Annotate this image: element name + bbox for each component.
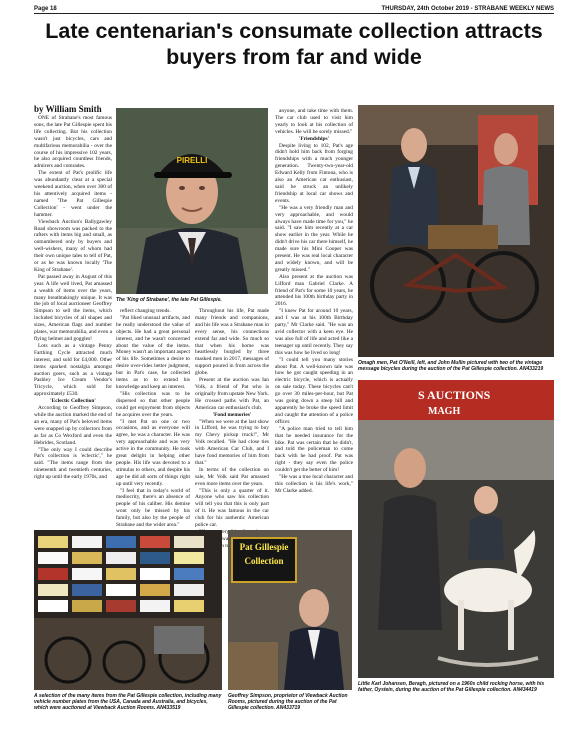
issue-line: THURSDAY, 24th October 2019 - STRABANE WEEKLY NEWS: [381, 6, 554, 12]
collection-sign-line2: Collection: [244, 556, 284, 566]
article-column-2: [116, 308, 190, 529]
byline: by William Smith: [34, 104, 102, 114]
paragraph: Pat passed away in August of this year. A life well lived, Pat amassed a wealth of items over the years, many breathtakingly unique. It was the job of local auctioneer Geoffrey Simpson to sell the items, which included bicycles of all shapes and sizes, American flags and number plates, war memorabilia, and even a flying helmet and goggles!: [34, 273, 112, 342]
paragraph: According to Geoffrey Simpson, while the auction marked the end of an era, many of Pat's beloved items were snapped up by collectors from as far as Co Wexford and even the Hebrides, Scotland.: [34, 405, 112, 446]
omagh-men-photo: [358, 105, 554, 357]
paragraph: "I met Pat on one or two occasions, and as everyone will agree, he was a character. He was very approachable and was very active in the community. He took great delight in helping other people. His life was devoted to a stimulus to others, and despite his age he did all sorts of things right up until very recently.: [116, 418, 190, 487]
rocking-horse-photo: [358, 380, 554, 678]
paragraph: "This is only a quarter of it. Anyone who saw his collection will tell you that this is only part of it. He was famous in the car club for his authentic American police car.: [195, 487, 269, 529]
paragraph: "The only way I could describe Pat's collection is 'eclectic'," he said. "The items range from the nineteenth and twentieth centuries, right up until the early 1970s, and: [34, 446, 112, 481]
caption-plates: A selection of the many items from the Pat Gillespie collection, including many vehicle number plates from the USA, Canada and Australia, and bicycles, which were auctioned at Viewback Auction Rooms. AN433519: [34, 693, 222, 711]
article-column-1: [34, 115, 112, 481]
men-bicycles-illustration: [358, 105, 554, 357]
paragraph: anyone, and take time with them. The car club used to visit him yearly to look at his collection of vehicles. He will be sorely missed.": [275, 108, 353, 135]
number-plates-grid: [38, 536, 204, 612]
paragraph: "Pat liked unusual artifacts, and he really understood the value of objects. He had a great personal interest, and he wasn't concerned about the value of the items. Money wasn't an important aspect of his life. Sometimes a desire to desire over-rides better judgment, but in Pat's case, he collected items as to to extend his knowledge and keep an interest.: [116, 314, 190, 390]
paragraph: "I feel that in today's world of mediocrity, there's an absence of people of his caliber. His demise wont only be missed by his family, but also by the people of Strabane and the wider area.": [116, 487, 190, 529]
paragraph: Lots such as a vintage Penny Farthing Cycle attracted much interest, and sold for £4,000. Other items sparked nostalgia amongst auction goers, such as a vintage Pashley Ice Cream Vendor's Tricycle, which sold for approximately £530.: [34, 342, 112, 398]
paragraph: Despite living to 102, Pat's age didn't hold him back from forging friendships with a much younger generation. Twenty-two-year-old Edward Kelly from Fintona, who is also an American car enthusiast, said he struck an unlikely friendship at local car shows and events.: [275, 142, 353, 204]
pat-gillespie-photo: [116, 108, 268, 294]
subheading: 'Eclectic Collection': [50, 398, 96, 405]
caption-geoffrey: Geoffrey Simpson, proprietor of Viewback Auction Rooms, pictured during the auction of the Pat Gillespie collection. AN433719: [228, 693, 348, 711]
paragraph: "A police man tried to tell him that he needed insurance for the bike. Pat was certain that he didn't, and told the policeman to come back with he had proof. Pat was right - they say even the police couldn't get the better of him!: [275, 425, 353, 474]
page-number: Page 18: [34, 6, 57, 12]
auction-banner-text: S AUCTIONS: [418, 388, 491, 402]
caption-pat: The 'King of Strabane', the late Pat Gillespie.: [116, 297, 222, 303]
paragraph: "I could tell you many stories about Pat. A well-known tale was how he got caught speeding in an electric bicycle, which is actually on sale today. These bicycles can't go over 30 miles-per-hour, but Pat was going down a steep hill and apparently he broke the speed limit and caught the attention of a police officer.: [275, 356, 353, 425]
paragraph: "He was a true local character and this collection is his life's work," Mr Clarke added.: [275, 474, 353, 494]
caption-men: Omagh men, Pat O'Neill, left, and John Mullin pictured with two of the vintage message bicycles during the auction of the Pat Gillespie collection. AN433219: [358, 360, 544, 372]
page-header: [34, 4, 554, 14]
paragraph: Throughout his life, Pat made many friends and companions, and his life was a Strabane man in every sense, his connections extend far and wide. So much so that when his home was heartlessly burgled by three masked men in 2017, messages of support poured in from across the globe.: [195, 308, 269, 377]
paragraph: Viewback Auction's Ballygawley Road showroom was packed to the rafters with items big and small, as outnumbered only by buyers and well-wishers, many of whom had their own unique tales to tell of Pat, or as he was known locally 'The King of Strabane'.: [34, 218, 112, 273]
paragraph: "His collection was to be dispersed so that other people could get enjoyment from objects he acquires over the years.: [116, 390, 190, 418]
paragraph: reflect changing trends.: [120, 308, 171, 314]
caption-horse: Little Karl Johansen, Beragh, pictured on a 1960s child rocking horse, with his father, Oystein, during the auction of the Pat Gillespie collection. AN434419: [358, 681, 545, 693]
paragraph: The extent of Pat's prolific life was abundantly clear at a special weekend auction, when over 300 of his attentively acquired items - named 'The Pat Gillespie Collection' - went under the hammer.: [34, 170, 112, 218]
paragraph: ONE of Strabane's most famous sons, the late Pat Gillespie spent his life collecting. But his collection wasn't just bicycles, cars and multifarious memorabilia - over the course of his impressive 102 years, he also acquired countless friends, admirers and comrades.: [34, 115, 112, 170]
paragraph: In terms of the collection on sale, Mr Volk said Pat amassed even more items over the years.: [195, 466, 269, 487]
collection-sign-line1: Pat Gillespie: [239, 542, 289, 552]
paragraph: Present at the auction was Ian Volk, a friend of Pat who is originally from upstate New York. He crossed paths with Pat, an American car enthusiast's club.: [195, 377, 269, 411]
rocking-horse-illustration: [358, 380, 554, 678]
paragraph: Also present at the auction was Lifford man Gabriel Clarke. A friend of Pat's for some 10 years, he attended his 100th birthday party in 2016.: [275, 273, 353, 308]
paragraph: "I knew Pat for around 10 years, and I was at his 100th Birthday party," Mr Clarke said. "He was an avid collector with a keen eye. He was also full of life and acted like a teenager up until recently. They say this was how he lived so long!: [275, 308, 353, 356]
paragraph: "He was a very friendly man and very approachable, and would always have made time for you," he said. "I saw him recently at a car show earlier in the year. While he didn't drive his car there himself, he made sure his Mini Cooper was present. He was real local character and widely known, and will be greatly missed.": [275, 204, 353, 273]
subheading: 'Fond memories': [212, 411, 252, 418]
geoffrey-illustration: [228, 530, 352, 690]
paragraph: "When we were at the last show in Lifford, he was trying to buy my Chevy pickup truck!", Mr Volk recalled. "He had close ties with American Car Club, and I have fond memories of him from that.": [195, 418, 269, 466]
headline: Late centenarian's consumate collection attracts buyers from far and wide: [45, 19, 543, 69]
portrait-illustration: [116, 108, 268, 294]
auction-banner-text-2: MAGH: [428, 406, 461, 417]
cap-brand-text: PIRELLI: [176, 156, 208, 165]
geoffrey-simpson-photo: [228, 530, 352, 690]
plates-collection-photo: [34, 530, 222, 690]
subheading: 'Friendships': [298, 135, 330, 142]
article-column-4: [275, 108, 353, 528]
plates-wall-illustration: [34, 530, 222, 690]
article-column-3: [195, 308, 269, 542]
paragraph: very always: [218, 529, 234, 542]
